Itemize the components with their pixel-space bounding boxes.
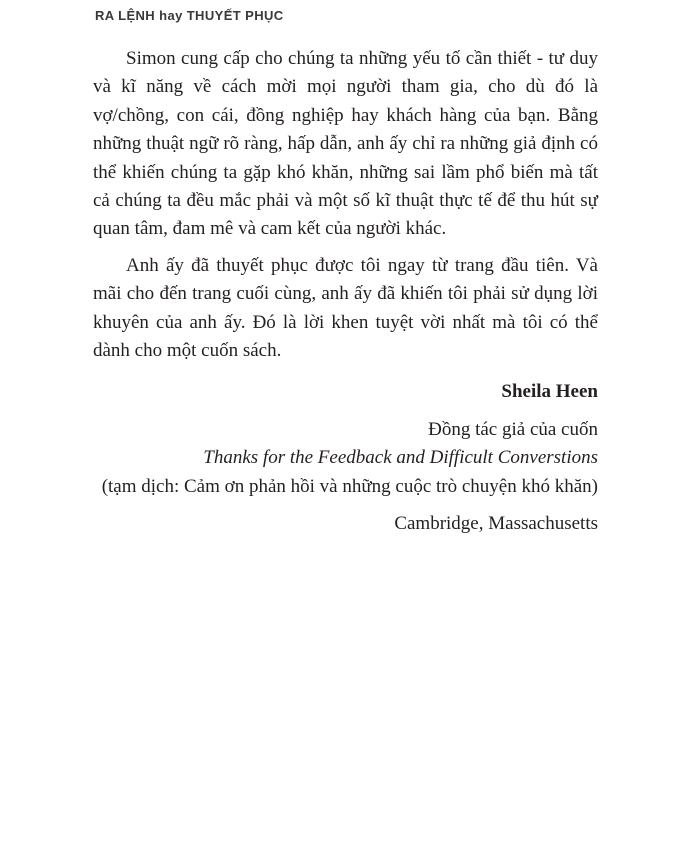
attribution-block (93, 416, 598, 539)
page-content (93, 45, 598, 539)
endorser-role: Đồng tác giả của cuốn (428, 418, 598, 440)
referenced-book-title: Thanks for the Feedback and Difficult Converstions (203, 447, 598, 469)
endorser-location: Cambridge, Massachusetts (394, 513, 598, 535)
title-translation: (tạm dịch: Cảm ơn phản hồi và những cuộc trò chuyện khó khăn) (101, 475, 598, 497)
endorsement-paragraph-1: Simon cung cấp cho chúng ta những yếu tố cần thiết - tư duy và kĩ năng về cách mời mọi người tham gia, cho dù đó là vợ/chồng, con cái, đồng nghiệp hay khách hàng của bạn. Bằng những thuật ngữ rõ ràng, hấp dẫn, anh ấy chỉ ra những giả định có thể khiến chúng ta gặp khó khăn, những sai lầm phổ biến mà tất cả chúng ta đều mắc phải và một số kĩ thuật thực tế để thu hút sự quan tâm, đam mê và cam kết của người khác. (93, 48, 598, 240)
endorsement-paragraph-2: Anh ấy đã thuyết phục được tôi ngay từ trang đầu tiên. Và mãi cho đến trang cuối cùng, anh ấy đã khiến tôi phải sử dụng lời khuyên của anh ấy. Đó là lời khen tuyệt vời nhất mà tôi có thể dành cho một cuốn sách. (93, 254, 598, 362)
running-head: RA LỆNH hay THUYẾT PHỤC (95, 8, 284, 23)
endorser-name: Sheila Heen (501, 381, 598, 403)
